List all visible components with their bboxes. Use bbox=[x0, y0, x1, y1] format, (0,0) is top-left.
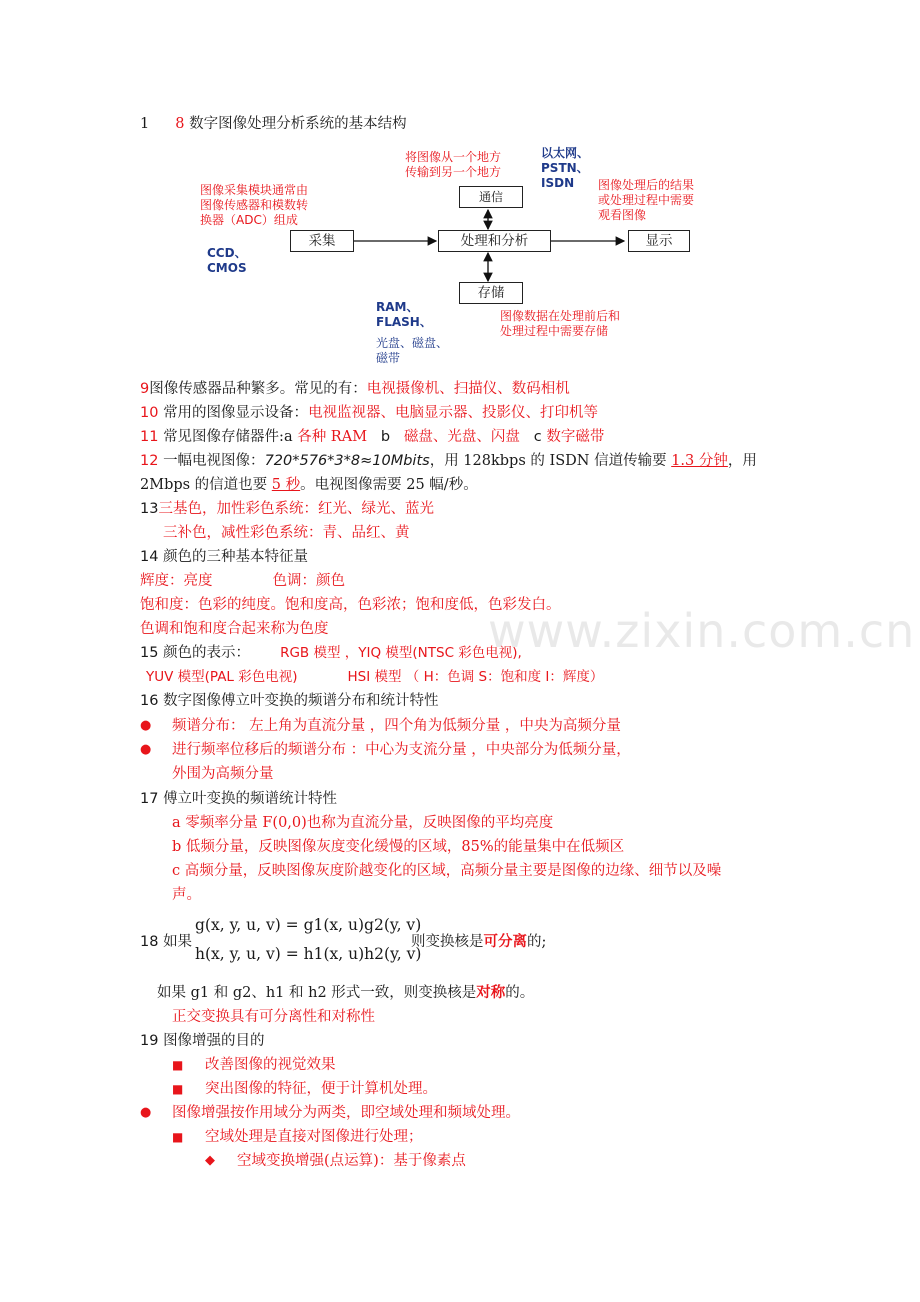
item-16: 16 数字图像傅立叶变换的频谱分布和统计特性 bbox=[140, 693, 439, 709]
box-display: 显示 bbox=[628, 230, 690, 252]
item-15: 15 颜色的表示： RGB 模型 ，YIQ 模型(NTSC 彩色电视), bbox=[140, 645, 522, 661]
note-comm-desc: 将图像从一个地方 传输到另一个地方 bbox=[405, 150, 502, 179]
item-18-b: 如果 g1 和 g2、h1 和 h2 形式一致，则变换核是对称的。 bbox=[157, 984, 535, 1001]
item-9: 9图像传感器品种繁多。常见的有：电视摄像机、扫描仪、数码相机 bbox=[140, 381, 570, 397]
bullet-dot-icon: ● bbox=[140, 1105, 152, 1120]
item-14-b: 饱和度：色彩的纯度。饱和度高，色彩浓；饱和度低，色彩发白。 bbox=[140, 597, 561, 613]
watermark: www.zixin.com.cn bbox=[488, 604, 916, 658]
item-19: 19 图像增强的目的 bbox=[140, 1033, 265, 1049]
item-13: 13三基色，加性彩色系统：红光、绿光、蓝光 bbox=[140, 501, 434, 517]
heading-text: 数字图像处理分析系统的基本结构 bbox=[189, 116, 407, 132]
box-comm: 通信 bbox=[459, 186, 523, 208]
formula-h: h(x, y, u, v) = h1(x, u)h2(y, v) bbox=[195, 945, 422, 963]
note-disks: 光盘、磁盘、 磁带 bbox=[376, 336, 449, 365]
item-11: 11 常见图像存储器件:a 各种 RAM b 磁盘、光盘、闪盘 c 数字磁带 bbox=[140, 429, 605, 445]
bullet-dot-icon: ● bbox=[140, 718, 152, 733]
item-16-c: 外围为高频分量 bbox=[172, 766, 274, 782]
item-10: 10 常用的图像显示设备：电视监视器、电脑显示器、投影仪、打印机等 bbox=[140, 405, 599, 421]
heading-num2: 8 bbox=[175, 116, 185, 132]
item-12-cont: 2Mbps 的信道也要 5 秒。电视图像需要 25 幅/秒。 bbox=[140, 477, 478, 493]
item-18-label: 18 如果 bbox=[140, 934, 193, 950]
bullet-dot-icon: ● bbox=[140, 742, 152, 757]
item-17-b: b 低频分量，反映图像灰度变化缓慢的区域，85%的能量集中在低频区 bbox=[172, 839, 625, 855]
box-capture: 采集 bbox=[290, 230, 354, 252]
heading-num: 1 bbox=[140, 116, 150, 132]
note-storage-desc: 图像数据在处理前后和 处理过程中需要存储 bbox=[500, 309, 621, 338]
bullet-square-icon: ■ bbox=[172, 1130, 184, 1144]
item-15-b: YUV 模型(PAL 彩色电视) HSI 模型 （ H：色调 S：饱和度 I：辉度） bbox=[146, 669, 604, 685]
item-19-b: 突出图像的特征，便于计算机处理。 bbox=[205, 1081, 437, 1097]
item-19-e: 空域变换增强(点运算)：基于像素点 bbox=[237, 1153, 466, 1169]
note-capture-desc: 图像采集模块通常由 图像传感器和模数转 换器（ADC）组成 bbox=[200, 183, 309, 227]
item-14-a: 辉度：亮度 色调：颜色 bbox=[140, 573, 345, 589]
item-14: 14 颜色的三种基本特征量 bbox=[140, 549, 309, 565]
item-16-a: 频谱分布： 左上角为直流分量 ，四个角为低频分量 ，中央为高频分量 bbox=[172, 718, 621, 734]
item-17: 17 傅立叶变换的频谱统计特性 bbox=[140, 791, 338, 807]
item-12: 12 一幅电视图像：720*576*3*8≈10Mbits，用 128kbps 的 ISDN 信道传输要 1.3 分钟，用 bbox=[140, 453, 757, 469]
item-18-text: 则变换核是可分离的; bbox=[411, 933, 547, 950]
item-16-b: 进行频率位移后的频谱分布 ：中心为支流分量 ，中央部分为低频分量， bbox=[172, 742, 631, 758]
box-process: 处理和分析 bbox=[438, 230, 551, 252]
item-19-d: 空域处理是直接对图像进行处理； bbox=[205, 1129, 423, 1145]
formula-g: g(x, y, u, v) = g1(x, u)g2(y, v) bbox=[195, 916, 422, 934]
item-17-c: c 高频分量，反映图像灰度阶越变化的区域，高频分量主要是图像的边缘、细节以及噪 bbox=[172, 863, 722, 879]
box-storage: 存储 bbox=[459, 282, 523, 304]
note-ccd: CCD、 CMOS bbox=[207, 246, 247, 275]
item-18-c: 正交变换具有可分离性和对称性 bbox=[172, 1009, 375, 1025]
item-13-b: 三补色，减性彩色系统：青、品红、黄 bbox=[163, 525, 410, 541]
bullet-square-icon: ■ bbox=[172, 1082, 184, 1096]
diagram-arrows bbox=[0, 0, 920, 370]
item-17-a: a 零频率分量 F(0,0)也称为直流分量，反映图像的平均亮度 bbox=[172, 815, 554, 831]
item-17-d: 声。 bbox=[172, 887, 201, 903]
item-19-c: 图像增强按作用域分为两类，即空域处理和频域处理。 bbox=[172, 1105, 520, 1121]
note-display-desc: 图像处理后的结果 或处理过程中需要 观看图像 bbox=[598, 178, 695, 222]
item-19-a: 改善图像的视觉效果 bbox=[205, 1057, 336, 1073]
note-memory: RAM、 FLASH、 bbox=[376, 300, 432, 329]
bullet-diamond-icon: ◆ bbox=[205, 1153, 215, 1168]
bullet-square-icon: ■ bbox=[172, 1058, 184, 1072]
item-14-c: 色调和饱和度合起来称为色度 bbox=[140, 621, 329, 637]
note-network: 以太网、 PSTN、 ISDN bbox=[541, 146, 590, 190]
